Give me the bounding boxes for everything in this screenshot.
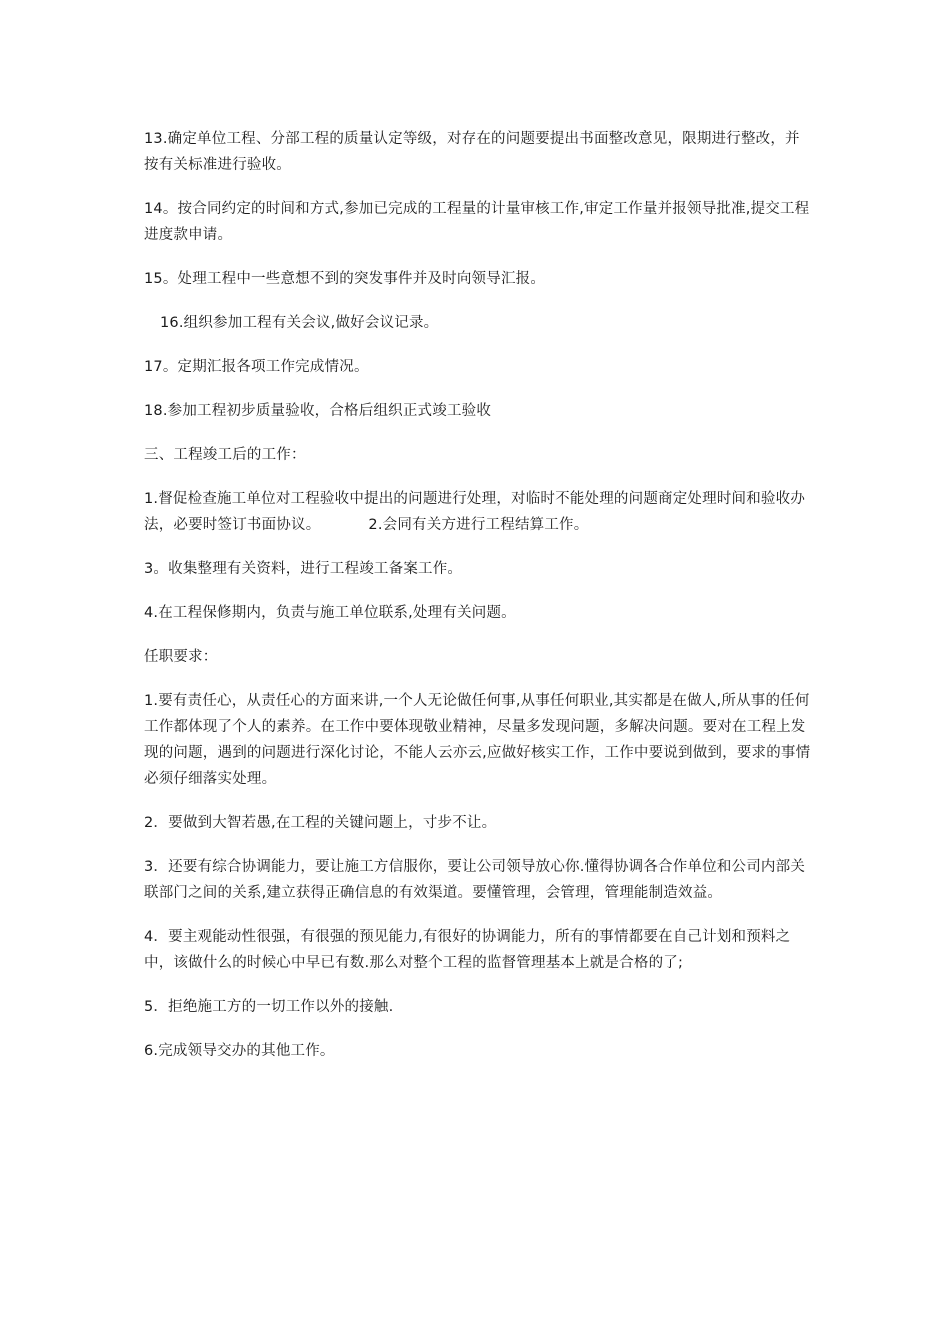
paragraph-14: 14。按合同约定的时间和方式,参加已完成的工程量的计量审核工作,审定工作量并报领导批准,提交工程进度款申请。 xyxy=(144,201,810,243)
section-heading-requirements: 任职要求： xyxy=(144,649,218,665)
paragraph-completion-1-2 xyxy=(144,486,814,538)
paragraph-17: 17。定期汇报各项工作完成情况。 xyxy=(144,359,369,375)
requirement-item-5: 5．拒绝施工方的一切工作以外的接触. xyxy=(144,999,394,1015)
section-heading-completion: 三、工程竣工后的工作： xyxy=(144,447,306,463)
requirement-item-1: 1.要有责任心，从责任心的方面来讲,一个人无论做任何事,从事任何职业,其实都是在做人,所从事的任何工作都体现了个人的素养。在工作中要体现敬业精神，尽量多发现问题，多解决问题。要对在工程上发现的问题，遇到的问题进行深化讨论，不能人云亦云,应做好核实工作，工作中要说到做到，要求的事情必须仔细落实处理。 xyxy=(144,693,811,787)
completion-item-2: 2.会同有关方进行工程结算工作。 xyxy=(368,517,589,533)
requirement-item-4: 4．要主观能动性很强，有很强的预见能力,有很好的协调能力，所有的事情都要在自己计划和预料之中，该做什么的时候心中早已有数.那么对整个工程的监督管理基本上就是合格的了; xyxy=(144,929,791,971)
requirement-item-6: 6.完成领导交办的其他工作。 xyxy=(144,1043,335,1059)
paragraph-16: 16.组织参加工程有关会议,做好会议记录。 xyxy=(160,315,439,331)
paragraph-15: 15。处理工程中一些意想不到的突发事件并及时向领导汇报。 xyxy=(144,271,546,287)
document-body xyxy=(144,126,814,1082)
paragraph-13: 13.确定单位工程、分部工程的质量认定等级，对存在的问题要提出书面整改意见，限期进行整改，并按有关标准进行验收。 xyxy=(144,131,800,173)
requirement-item-3: 3．还要有综合协调能力，要让施工方信服你，要让公司领导放心你.懂得协调各合作单位和公司内部关联部门之间的关系,建立获得正确信息的有效渠道。要懂管理，会管理，管理能制造效益。 xyxy=(144,859,806,901)
completion-item-4: 4.在工程保修期内，负责与施工单位联系,处理有关问题。 xyxy=(144,605,516,621)
completion-item-1: 1.督促检查施工单位对工程验收中提出的问题进行处理，对临时不能处理的问题商定处理时间和验收办法，必要时签订书面协议。 xyxy=(144,491,806,533)
completion-item-3: 3。收集整理有关资料，进行工程竣工备案工作。 xyxy=(144,561,463,577)
paragraph-18: 18.参加工程初步质量验收，合格后组织正式竣工验收 xyxy=(144,403,492,419)
requirement-item-2: 2．要做到大智若愚,在工程的关键问题上，寸步不让。 xyxy=(144,815,497,831)
